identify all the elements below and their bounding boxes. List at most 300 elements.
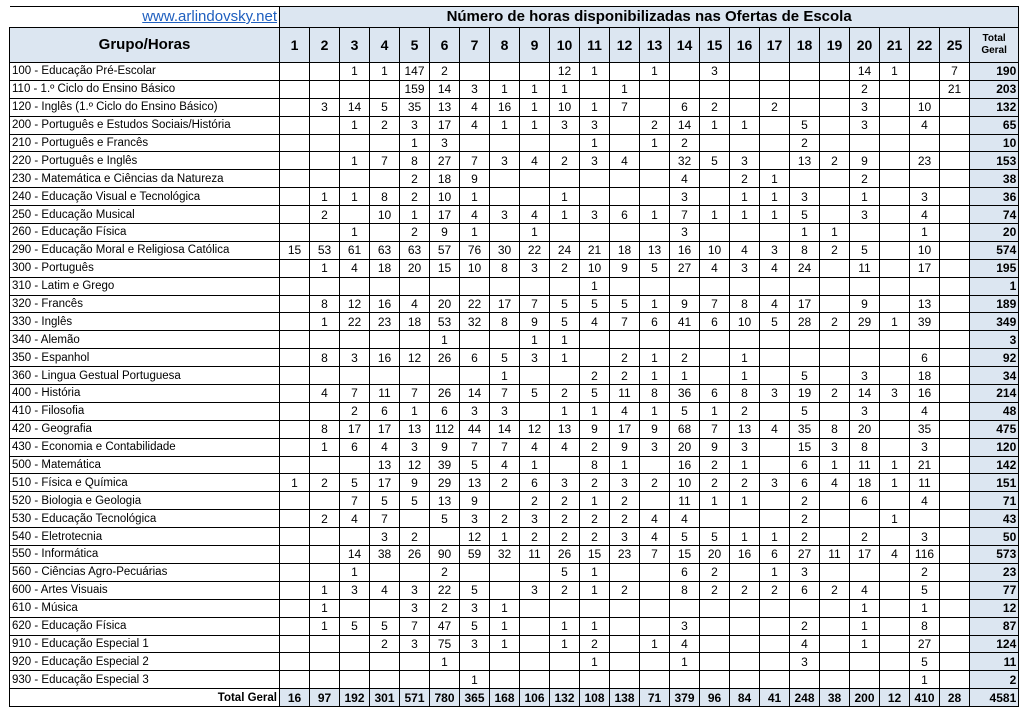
row-label: 290 - Educação Moral e Religiosa Católica [10,241,280,259]
hours-cell: 2 [310,510,340,528]
hours-cell: 3 [430,134,460,152]
hours-cell: 248 [790,689,820,707]
hours-cell [730,635,760,653]
hours-cell [760,116,790,134]
row-total: 214 [970,385,1019,403]
hours-cell [400,653,430,671]
hours-cell [280,63,310,81]
hours-cell [820,349,850,367]
hours-cell: 301 [370,689,400,707]
row-total: 11 [970,653,1019,671]
hours-cell [700,331,730,349]
hours-cell [880,295,910,313]
hours-cell [790,170,820,188]
hours-cell: 13 [400,420,430,438]
row-total: 195 [970,259,1019,277]
hours-cell [700,599,730,617]
hours-cell [310,80,340,98]
hours-cell: 12 [340,295,370,313]
hours-cell: 1 [460,671,490,689]
hours-cell: 1 [580,653,610,671]
hours-cell: 1 [760,563,790,581]
hours-cell [640,331,670,349]
hours-cell [520,277,550,295]
hours-cell: 4 [400,295,430,313]
hours-cell: 3 [460,80,490,98]
hours-cell: 9 [670,295,700,313]
hours-cell [610,617,640,635]
table-row [10,671,1019,689]
hours-cell: 1 [340,152,370,170]
hours-cell: 29 [850,313,880,331]
hours-cell: 3 [400,635,430,653]
hours-cell [310,635,340,653]
hours-cell [490,492,520,510]
hours-cell [520,635,550,653]
hours-cell: 10 [700,241,730,259]
hours-cell: 75 [430,635,460,653]
hours-cell: 2 [760,581,790,599]
hours-cell: 6 [790,456,820,474]
hours-cell: 1 [730,456,760,474]
hours-cell [340,653,370,671]
hours-cell: 24 [790,259,820,277]
hours-cell: 5 [460,617,490,635]
hours-cell: 3 [790,188,820,206]
hours-cell: 1 [490,116,520,134]
hours-cell: 2 [700,98,730,116]
hours-cell: 12 [400,349,430,367]
hours-cell [280,313,310,331]
hours-cell [640,152,670,170]
row-total: 12 [970,599,1019,617]
hours-cell [850,331,880,349]
hours-cell: 1 [400,402,430,420]
hours-cell: 3 [400,438,430,456]
hours-cell [850,653,880,671]
hours-cell: 2 [850,80,880,98]
row-label: 540 - Eletrotecnia [10,528,280,546]
hours-cell [760,134,790,152]
hours-cell: 2 [610,581,640,599]
hours-cell: 76 [460,241,490,259]
hours-cell: 2 [370,635,400,653]
hours-cell [280,510,310,528]
hours-cell: 4 [700,259,730,277]
hours-cell: 2 [490,474,520,492]
table-row [10,546,1019,564]
hours-cell: 14 [850,63,880,81]
hours-cell: 3 [760,385,790,403]
hours-cell [790,331,820,349]
hours-cell: 8 [730,295,760,313]
hours-cell: 38 [820,689,850,707]
hours-cell: 12 [520,420,550,438]
hours-cell: 9 [850,152,880,170]
hours-cell: 3 [520,510,550,528]
hours-cell: 5 [550,295,580,313]
hours-cell [700,188,730,206]
row-label: 920 - Educação Especial 2 [10,653,280,671]
row-total: 2 [970,671,1019,689]
row-label: 910 - Educação Especial 1 [10,635,280,653]
hours-cell [880,188,910,206]
hours-cell: 5 [670,402,700,420]
hours-cell [940,635,970,653]
hours-cell [640,492,670,510]
hours-cell [370,331,400,349]
hours-cell [490,188,520,206]
hour-column-header: 17 [760,28,790,63]
hours-cell [520,63,550,81]
hours-cell: 5 [670,528,700,546]
hours-cell [820,295,850,313]
hours-cell: 2 [670,134,700,152]
hours-cell: 21 [910,456,940,474]
hours-cell: 1 [490,599,520,617]
hours-cell [460,331,490,349]
row-label: 200 - Português e Estudos Sociais/História [10,116,280,134]
row-total: 142 [970,456,1019,474]
group-header: Grupo/Horas [10,28,280,63]
hours-cell [880,420,910,438]
hours-cell: 9 [700,438,730,456]
hours-cell: 1 [730,116,760,134]
hours-cell [940,277,970,295]
hours-cell [610,170,640,188]
hours-cell: 29 [430,474,460,492]
hours-cell [280,456,310,474]
hours-cell: 1 [730,367,760,385]
hours-cell: 2 [670,349,700,367]
hour-column-header: 8 [490,28,520,63]
hours-cell: 14 [460,385,490,403]
hours-cell: 1 [550,402,580,420]
hours-cell: 17 [610,420,640,438]
hours-cell: 192 [340,689,370,707]
hours-cell: 1 [580,581,610,599]
hours-cell [940,206,970,224]
hours-cell [310,224,340,242]
hours-cell [940,170,970,188]
hours-cell: 23 [910,152,940,170]
hours-cell: 4 [760,420,790,438]
hours-cell: 3 [850,402,880,420]
hours-cell: 11 [670,492,700,510]
hours-cell: 3 [730,152,760,170]
hours-cell: 16 [490,98,520,116]
hour-column-header: 3 [340,28,370,63]
hours-cell: 17 [370,474,400,492]
hours-cell: 71 [640,689,670,707]
hours-cell: 5 [700,528,730,546]
hours-cell [700,510,730,528]
hours-cell: 7 [940,63,970,81]
hours-cell: 5 [700,152,730,170]
hours-cell: 6 [790,581,820,599]
hours-cell [700,653,730,671]
hours-cell: 5 [430,510,460,528]
hours-cell: 3 [520,581,550,599]
hours-cell [700,349,730,367]
hours-cell: 3 [460,510,490,528]
hours-cell [370,170,400,188]
hours-cell [850,349,880,367]
hours-cell: 7 [400,617,430,635]
hours-cell [610,116,640,134]
hours-cell: 3 [760,241,790,259]
hours-cell: 3 [490,152,520,170]
hours-cell [280,188,310,206]
hours-cell [880,224,910,242]
hours-cell [670,599,700,617]
hours-cell [940,349,970,367]
hours-cell: 21 [940,80,970,98]
table-row [10,635,1019,653]
hours-cell [880,671,910,689]
row-label: 930 - Educação Especial 3 [10,671,280,689]
hours-cell [940,546,970,564]
hours-cell [820,367,850,385]
hours-cell: 2 [700,456,730,474]
hours-cell: 7 [640,546,670,564]
hours-cell: 1 [310,259,340,277]
site-link[interactable]: www.arlindovsky.net [142,8,277,25]
hours-cell: 3 [550,116,580,134]
hours-cell: 6 [340,438,370,456]
hours-cell: 4 [520,438,550,456]
hours-cell: 1 [490,367,520,385]
hours-cell: 1 [640,134,670,152]
hours-cell: 6 [700,385,730,403]
hours-cell [310,116,340,134]
hours-cell: 2 [550,510,580,528]
total-header-line1: Total [982,33,1006,44]
hours-cell: 5 [910,581,940,599]
hours-cell [700,671,730,689]
hours-cell: 2 [610,367,640,385]
hours-cell [580,170,610,188]
hours-cell [520,188,550,206]
hours-cell [880,259,910,277]
hours-cell: 2 [580,528,610,546]
hours-cell: 8 [400,152,430,170]
hours-cell: 4 [340,259,370,277]
hours-cell: 5 [370,98,400,116]
table-row [10,581,1019,599]
hours-cell: 5 [610,295,640,313]
hours-cell [820,528,850,546]
hours-cell: 59 [460,546,490,564]
hours-cell: 26 [400,546,430,564]
hours-cell: 8 [580,456,610,474]
hour-column-header: 10 [550,28,580,63]
hours-cell [280,295,310,313]
hours-cell: 3 [310,98,340,116]
hours-cell [340,671,370,689]
hours-cell [310,367,340,385]
hours-cell: 3 [700,63,730,81]
hours-cell [310,546,340,564]
hours-cell [610,188,640,206]
hours-cell [940,456,970,474]
hours-cell [820,671,850,689]
row-total: 189 [970,295,1019,313]
hours-cell: 15 [430,259,460,277]
hours-cell [700,80,730,98]
hours-cell: 1 [760,528,790,546]
hours-cell: 1 [520,80,550,98]
hours-cell: 5 [340,474,370,492]
hours-cell [820,599,850,617]
hours-cell: 2 [730,402,760,420]
hours-cell [280,331,310,349]
hours-cell [580,224,610,242]
hours-cell: 1 [580,402,610,420]
table-row [10,277,1019,295]
hours-cell: 9 [430,438,460,456]
hours-cell: 7 [610,98,640,116]
hours-cell [850,224,880,242]
hour-column-header: 18 [790,28,820,63]
hours-cell: 61 [340,241,370,259]
hours-cell: 90 [430,546,460,564]
hours-cell: 1 [850,617,880,635]
row-label: 110 - 1.º Ciclo do Ensino Básico [10,80,280,98]
hours-cell: 3 [670,617,700,635]
hours-cell [820,80,850,98]
hours-cell: 1 [730,349,760,367]
hours-cell: 1 [700,116,730,134]
hours-cell: 2 [550,152,580,170]
hours-cell: 3 [790,653,820,671]
hours-cell [310,528,340,546]
hours-cell: 18 [370,259,400,277]
hours-cell: 1 [610,456,640,474]
hours-cell [640,224,670,242]
hours-cell: 22 [520,241,550,259]
hours-cell: 108 [580,689,610,707]
row-label: 330 - Inglês [10,313,280,331]
hours-cell: 2 [550,259,580,277]
hours-cell [280,152,310,170]
hours-cell: 116 [910,546,940,564]
hours-cell: 2 [790,492,820,510]
hours-cell: 2 [400,170,430,188]
hours-cell: 3 [340,349,370,367]
hours-cell [730,63,760,81]
hours-cell: 7 [610,313,640,331]
hours-cell: 1 [760,170,790,188]
hours-cell [940,224,970,242]
hours-cell [760,510,790,528]
hours-cell: 1 [580,277,610,295]
hours-cell: 8 [910,617,940,635]
hours-cell [730,331,760,349]
hours-cell: 3 [580,116,610,134]
hours-cell [400,277,430,295]
hours-cell [370,80,400,98]
hours-cell: 3 [460,599,490,617]
hours-cell: 1 [640,63,670,81]
row-total: 38 [970,170,1019,188]
hours-cell: 1 [730,188,760,206]
hours-cell: 1 [340,563,370,581]
hours-cell: 41 [760,689,790,707]
hours-cell [610,277,640,295]
hours-cell: 11 [820,546,850,564]
hours-cell: 5 [850,241,880,259]
table-row [10,456,1019,474]
hours-cell [880,152,910,170]
hours-cell: 1 [700,402,730,420]
hours-cell [490,331,520,349]
hours-cell: 410 [910,689,940,707]
hours-cell [280,116,310,134]
hours-cell [310,134,340,152]
hours-cell [760,277,790,295]
total-row [10,689,1019,707]
hours-cell: 2 [910,563,940,581]
total-header-line2: Geral [981,45,1007,56]
hours-cell: 5 [400,492,430,510]
hours-cell: 1 [640,402,670,420]
hours-cell: 9 [610,259,640,277]
hours-cell [520,402,550,420]
row-total: 4581 [970,689,1019,707]
hours-cell: 3 [910,188,940,206]
hours-cell [640,599,670,617]
hours-cell [490,671,520,689]
table-row [10,438,1019,456]
hours-cell [640,456,670,474]
table-row [10,331,1019,349]
hours-cell: 22 [340,313,370,331]
hours-cell [400,563,430,581]
hours-cell [430,528,460,546]
row-total: 87 [970,617,1019,635]
hours-cell: 30 [490,241,520,259]
hours-cell: 1 [430,331,460,349]
hours-cell: 4 [760,259,790,277]
hours-cell: 1 [340,63,370,81]
hours-cell: 1 [850,599,880,617]
hours-cell [670,63,700,81]
hours-cell: 2 [820,152,850,170]
row-total: 34 [970,367,1019,385]
hours-cell [550,671,580,689]
hours-cell [400,367,430,385]
hours-cell: 3 [820,438,850,456]
hours-cell: 1 [340,116,370,134]
hours-cell: 7 [340,492,370,510]
hours-cell: 4 [730,241,760,259]
hours-cell [700,170,730,188]
hours-cell: 1 [370,63,400,81]
hours-cell [310,653,340,671]
hours-cell: 15 [280,241,310,259]
hours-cell [400,331,430,349]
hours-cell: 1 [640,206,670,224]
hours-cell [880,599,910,617]
table-row [10,349,1019,367]
hours-cell: 1 [580,617,610,635]
hours-cell [610,224,640,242]
row-label: 100 - Educação Pré-Escolar [10,63,280,81]
hours-cell [730,599,760,617]
hours-cell [760,80,790,98]
hours-cell [520,134,550,152]
